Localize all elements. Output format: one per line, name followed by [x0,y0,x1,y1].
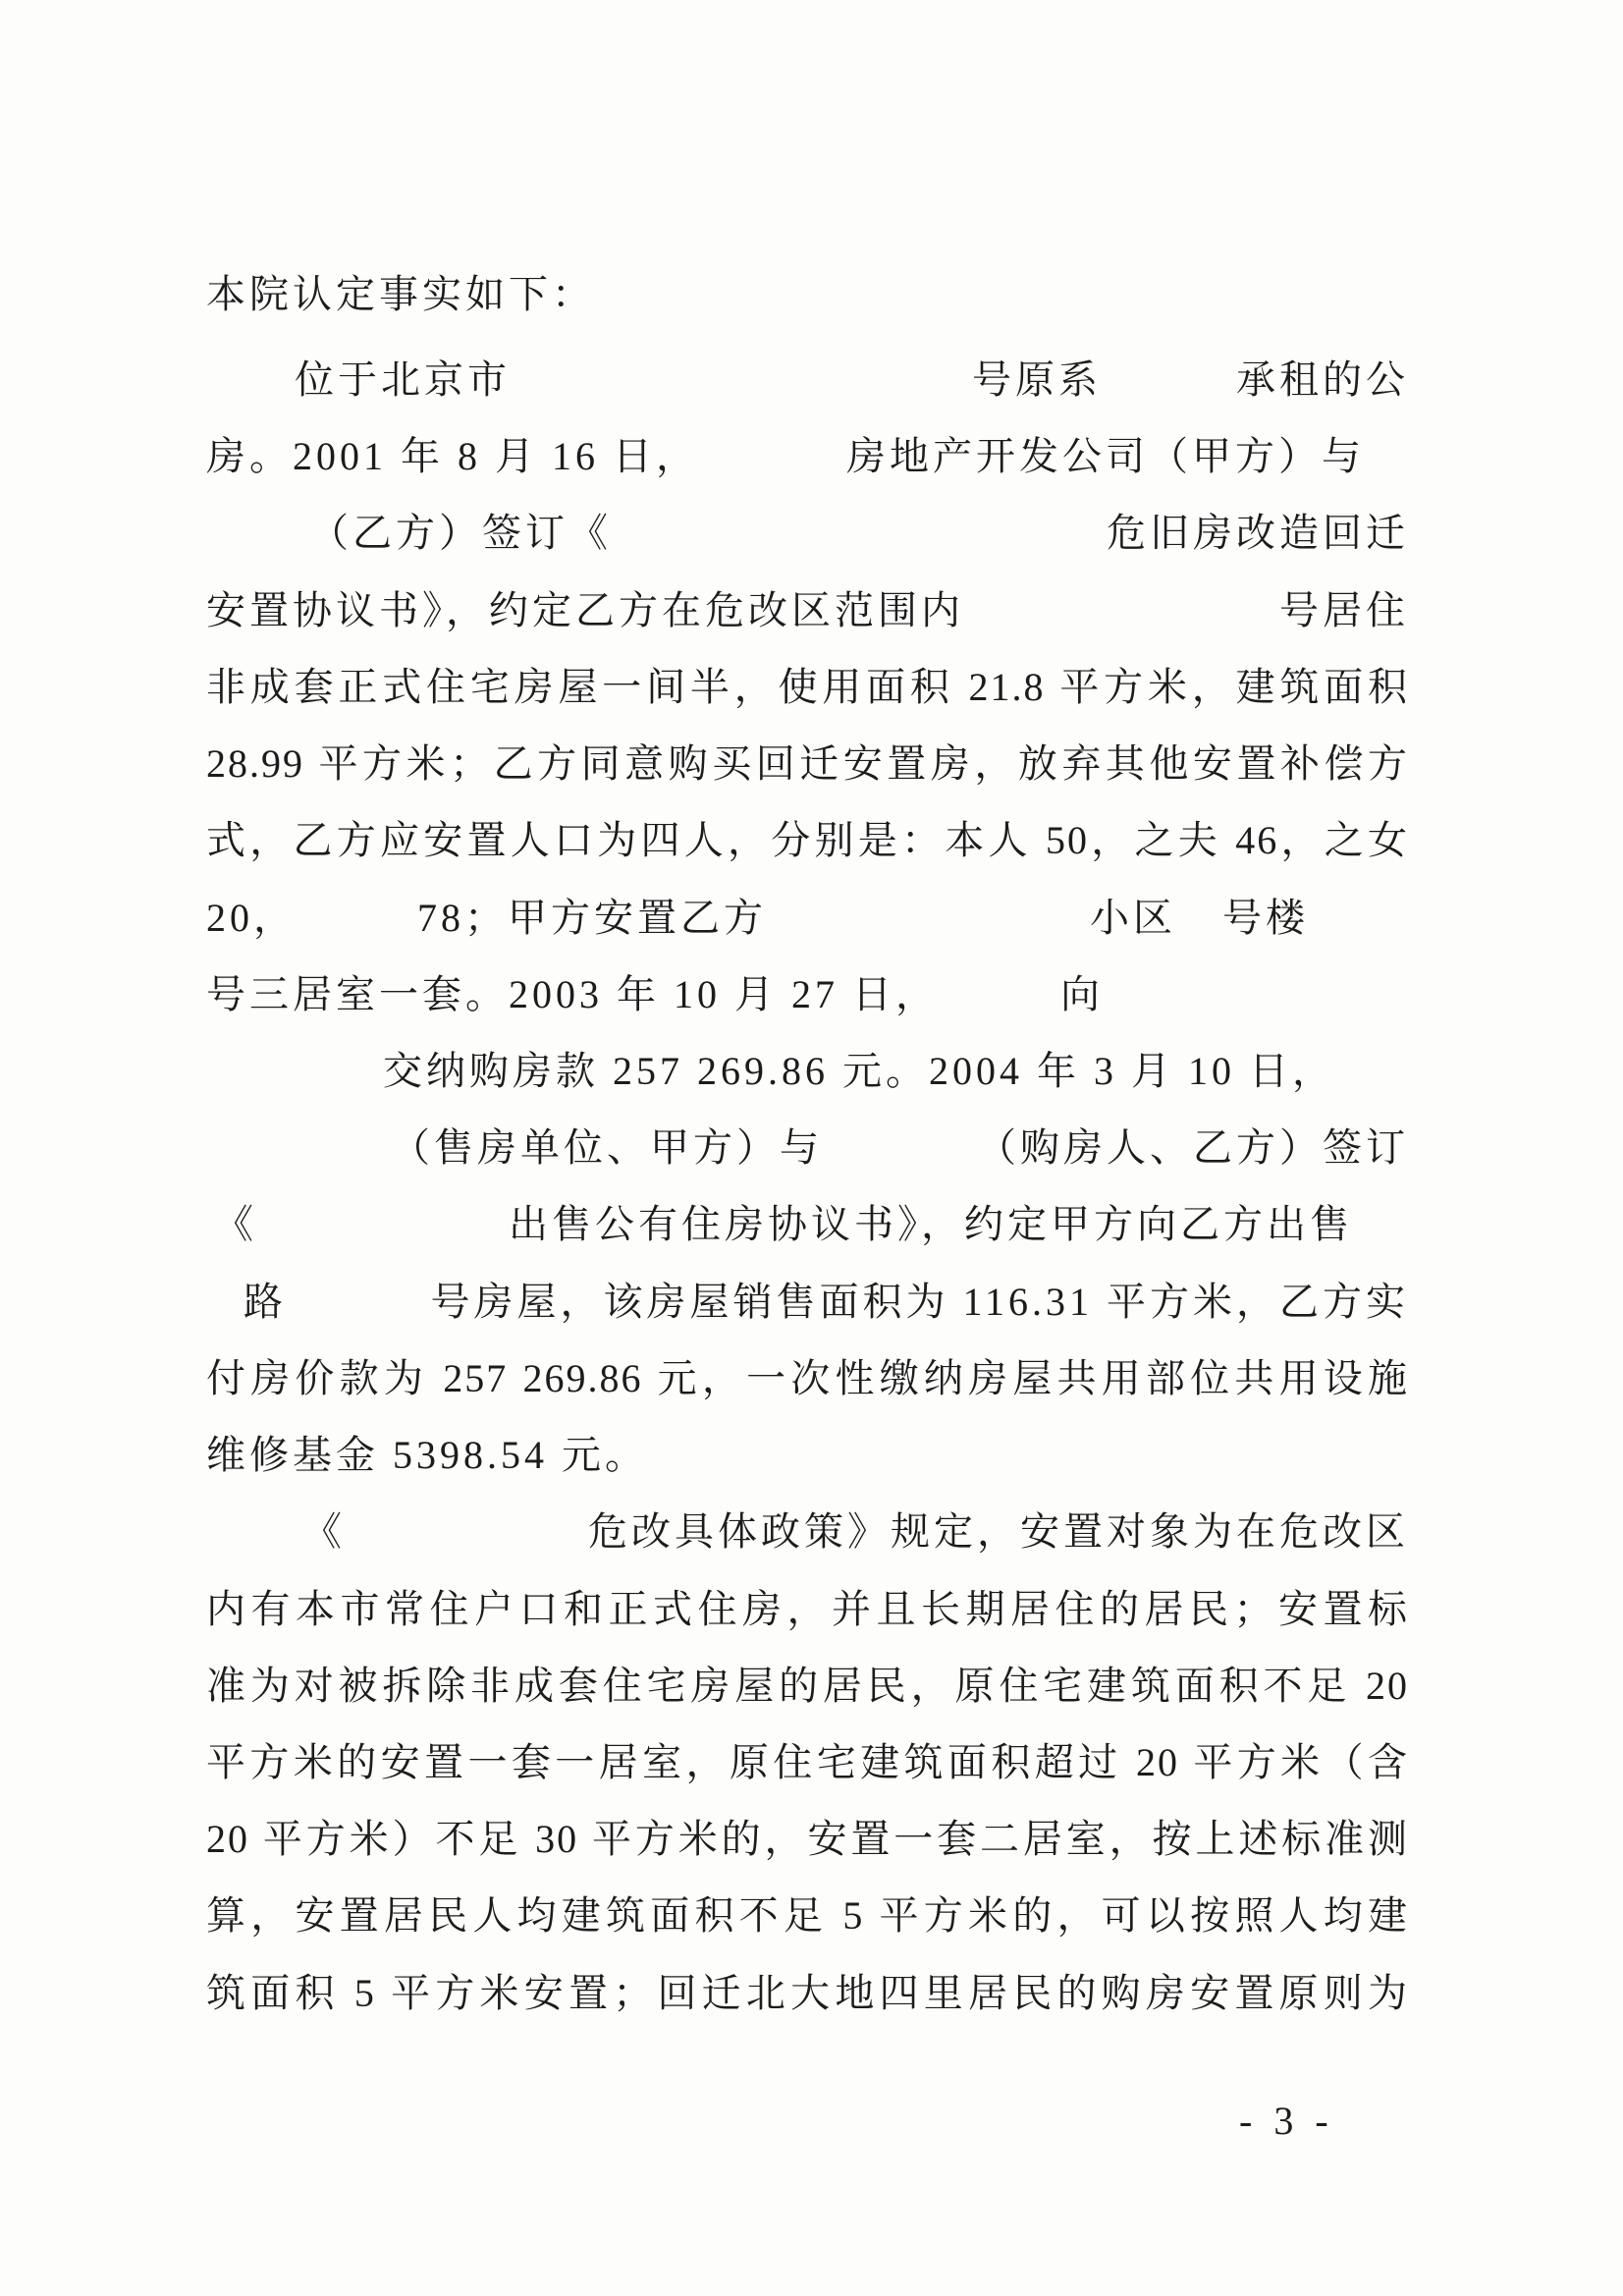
text-line: 平方米的安置一套一居室，原住宅建筑面积超过 20 平方米（含 [206,1740,1409,1784]
text-segment: 20， [206,896,297,940]
text-segment: 《 [214,1202,257,1246]
page-number: - 3 - [1239,2099,1334,2143]
text-line: 式，乙方应安置人口为四人，分别是：本人 50，之夫 46，之女 [206,818,1409,862]
text-segment: （购房人、乙方）签订 [977,1125,1409,1170]
text-segment: 号居住 [1279,588,1409,632]
text-segment: 位于北京市 [295,357,511,402]
text-segment: （乙方）签订《 [309,511,612,555]
text-segment: 出售公有住房协议书》，约定甲方向乙方出售 [509,1202,1353,1246]
text-segment: 危改具体政策》规定，安置对象为在危改区 [588,1509,1409,1554]
text-line: 准为对被拆除非成套住宅房屋的居民，原住宅建筑面积不足 20 [206,1664,1409,1708]
text-segment: 房地产开发公司（甲方）与 [846,434,1365,478]
text-segment: 号三居室一套。2003 年 10 月 27 日， [206,972,939,1016]
text-segment: 号楼 [1222,896,1309,940]
text-segment: 危旧房改造回迁 [1107,511,1409,555]
text-segment: 房。2001 年 8 月 16 日， [206,434,699,478]
text-segment: 维修基金 5398.54 元。 [206,1433,648,1477]
text-segment: 路 [243,1280,287,1324]
text-line: 筑面积 5 平方米安置；回迁北大地四里居民的购房安置原则为 [206,1971,1409,2015]
text-segment: 安置协议书》，约定乙方在危改区范围内 [206,588,964,632]
text-line: 内有本市常住户口和正式住房，并且长期居住的居民；安置标 [206,1587,1409,1631]
text-segment: 号原系 [972,357,1102,402]
text-segment: （售房单位、甲方）与 [391,1125,823,1170]
text-segment: 号房屋，该房屋销售面积为 116.31 平方米，乙方实 [430,1280,1409,1324]
section-heading: 本院认定事实如下： [206,272,595,316]
text-segment: 承租的公 [1236,357,1409,402]
text-line: 非成套正式住宅房屋一间半，使用面积 21.8 平方米，建筑面积 [206,665,1409,709]
text-segment: 向 [1060,972,1104,1016]
text-line: 付房价款为 257 269.86 元，一次性缴纳房屋共用部位共用设施 [206,1356,1409,1400]
text-line: 算，安置居民人均建筑面积不足 5 平方米的，可以按照人均建 [206,1893,1409,1938]
text-line: 20 平方米）不足 30 平方米的，安置一套二居室，按上述标准测 [206,1817,1409,1861]
text-segment: 《 [302,1509,346,1554]
text-segment: 小区 [1090,896,1176,940]
text-line: 28.99 平方米；乙方同意购买回迁安置房，放弃其他安置补偿方 [206,741,1409,786]
text-segment: 78；甲方安置乙方 [417,896,767,940]
text-segment: 交纳购房款 257 269.86 元。2004 年 3 月 10 日， [383,1049,1335,1093]
